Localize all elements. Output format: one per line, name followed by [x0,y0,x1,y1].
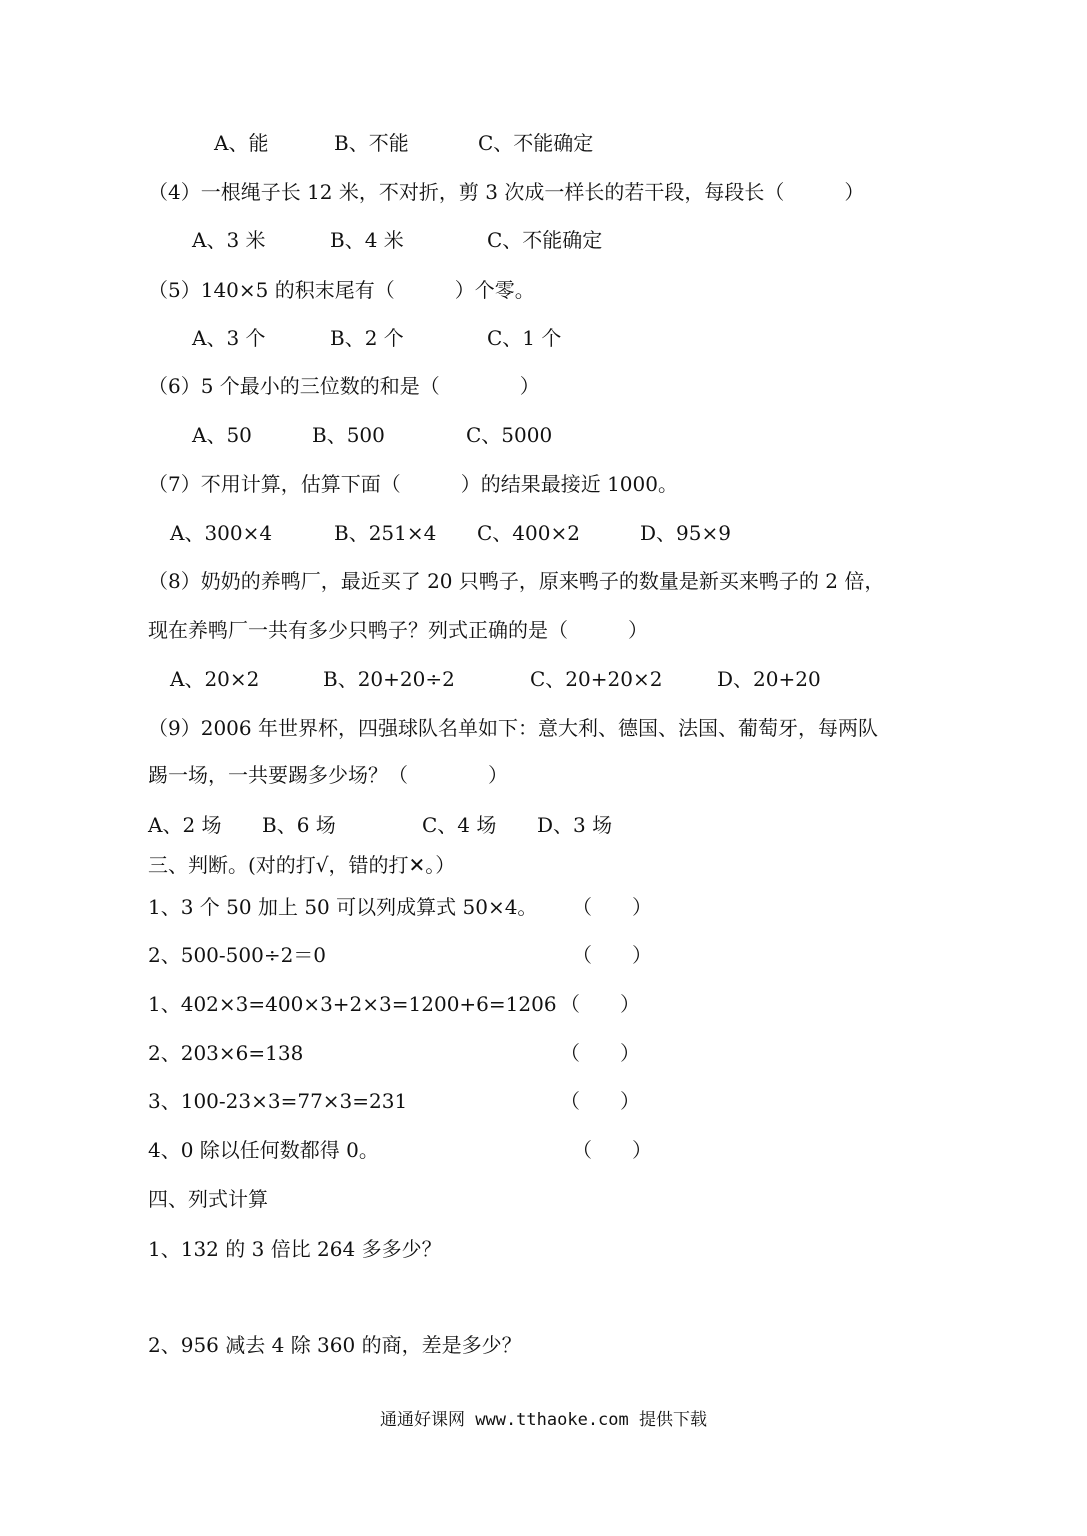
q9-option-c: C、4 场 [422,813,497,837]
q3-options [0,129,1087,157]
q8-options [0,665,1087,693]
q6-option-b: B、500 [312,423,385,447]
judgement-blank-5: （ ） [560,1089,640,1113]
q4-option-b: B、4 米 [330,228,404,252]
q8-option-d: D、20+20 [717,667,821,691]
judgement-item-3: 1、402×3=400×3+2×3=1200+6=1206 [148,992,557,1016]
judgement-item-4: 2、203×6=138 [148,1041,304,1065]
q9-option-d: D、3 场 [537,813,613,837]
question-8-line-1: （8）奶奶的养鸭厂，最近买了 20 只鸭子，原来鸭子的数量是新买来鸭子的 2 倍， [148,569,885,593]
judgement-blank-1: （ ） [572,895,652,919]
q7-option-a: A、300×4 [170,521,273,545]
calc-item-2: 2、956 减去 4 除 360 的商，差是多少？ [148,1333,522,1357]
q5-option-b: B、2 个 [330,326,404,350]
question-9-line-1: （9）2006 年世界杯，四强球队名单如下：意大利、德国、法国、葡萄牙，每两队 [148,716,878,740]
q5-options [0,324,1087,352]
section-4-title: 四、列式计算 [148,1187,268,1211]
q9-option-a: A、2 场 [148,813,222,837]
judgement-item-2: 2、500-500÷2＝0 [148,943,327,967]
q8-option-a: A、20×2 [170,667,260,691]
judgement-item-1: 1、3 个 50 加上 50 可以列成算式 50×4。 [148,895,538,919]
q4-option-c: C、不能确定 [487,228,603,252]
q8-option-b: B、20+20÷2 [323,667,455,691]
section-3-title: 三、判断。(对的打√，错的打✕。） [148,853,456,877]
question-5: （5）140×5 的积末尾有（ ）个零。 [148,278,535,302]
page-footer: 通通好课网 www.tthaoke.com 提供下载 [380,1410,707,1430]
question-6: （6）5 个最小的三位数的和是（ ） [148,374,540,398]
judgement-item-5: 3、100-23×3=77×3=231 [148,1089,408,1113]
q6-option-a: A、50 [192,423,252,447]
judgement-blank-2: （ ） [572,943,652,967]
q7-options [0,519,1087,547]
q3-option-a: A、能 [214,131,269,155]
calc-item-1: 1、132 的 3 倍比 264 多多少？ [148,1237,442,1261]
q7-option-d: D、95×9 [640,521,731,545]
judgement-blank-4: （ ） [560,1041,640,1065]
q4-option-a: A、3 米 [192,228,266,252]
q3-option-b: B、不能 [334,131,409,155]
question-8-line-2: 现在养鸭厂一共有多少只鸭子？列式正确的是（ ） [148,618,648,642]
q7-option-b: B、251×4 [334,521,437,545]
q3-option-c: C、不能确定 [478,131,594,155]
question-4: （4）一根绳子长 12 米，不对折，剪 3 次成一样长的若干段，每段长（ ） [148,180,865,204]
question-7: （7）不用计算，估算下面（ ）的结果最接近 1000。 [148,472,678,496]
q6-option-c: C、5000 [466,423,553,447]
q5-option-c: C、1 个 [487,326,562,350]
q9-options [0,811,1087,839]
q7-option-c: C、400×2 [477,521,580,545]
q6-options [0,421,1087,449]
q4-options [0,226,1087,254]
q5-option-a: A、3 个 [192,326,266,350]
judgement-blank-6: （ ） [572,1138,652,1162]
q8-option-c: C、20+20×2 [530,667,663,691]
judgement-item-6: 4、0 除以任何数都得 0。 [148,1138,379,1162]
judgement-blank-3: （ ） [560,992,640,1016]
q9-option-b: B、6 场 [262,813,336,837]
question-9-line-2: 踢一场，一共要踢多少场？（ ） [148,763,508,787]
